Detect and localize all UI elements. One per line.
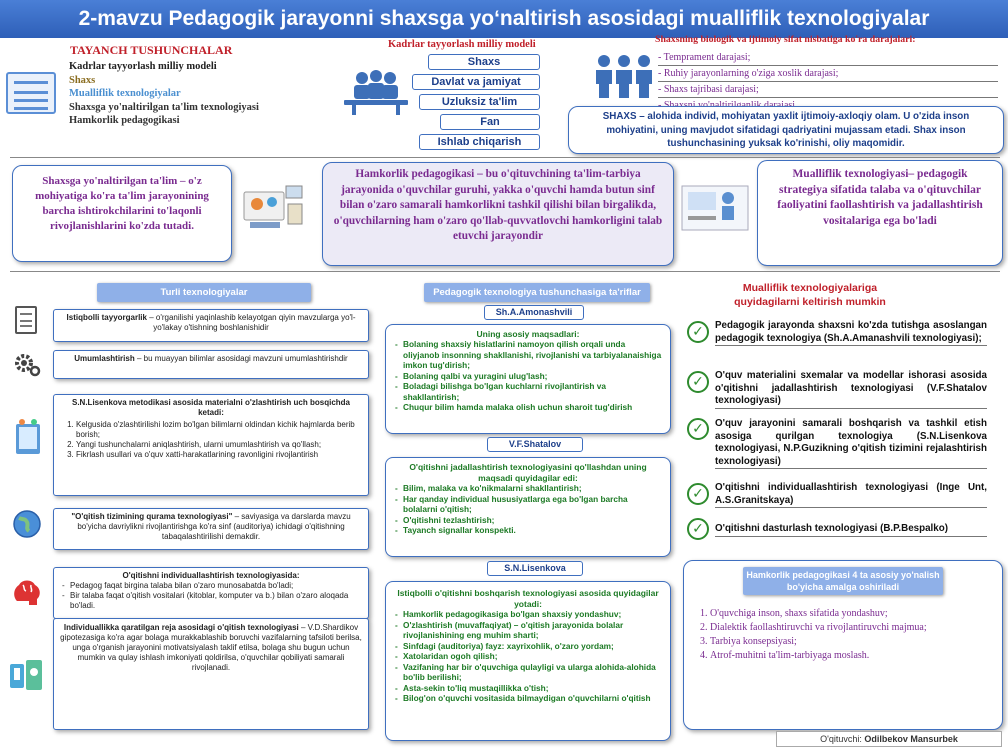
lisenkova-item-7: - Bilog'on o'quvchi vositasida bilmaydigan o'quvchilarni o'qitish bbox=[394, 693, 662, 704]
shatalov-box bbox=[385, 457, 671, 557]
mualliflik-item-1: Pedagogik jarayonda shaxsni ko'zda tutishga asoslangan pedagogik texnologiya (Sh.A.Amanashvili texnologiyasi); bbox=[715, 320, 987, 346]
footer-name: Odilbekov Mansurbek bbox=[864, 734, 958, 744]
umumlashtirish-text: – bu muayyan bilimlar asosidagi mavzuni umumlashtirishdir bbox=[134, 354, 348, 363]
shatalov-item-1: - Bilim, malaka va ko'nikmalarni shakllantirish; bbox=[394, 483, 662, 494]
lisenkova-item-5: - Vazifaning har bir o'quvchiga qulayligi va ularga alohida-alohida bo'lib berilishi; bbox=[394, 662, 662, 683]
divider-2 bbox=[10, 271, 1000, 272]
bio-heading: Shaxsning biologik va ijtimoiy sifat nisbatiga ko'ra darajalari: bbox=[655, 34, 916, 45]
amonashvili-item-3: - Boladagi bilishga bo'lgan kuchlarni rivojlantirish va shakllantirish; bbox=[394, 381, 662, 402]
mualliflik-item-2: O'quv materialini sxemalar va modellar ishorasi asosida o'qitishni jadallashtirish texnologiyasi (V.F.Shatalov texnologiyasi) bbox=[715, 370, 987, 409]
tayanch-list bbox=[69, 60, 269, 128]
bio-item-1: - Temprament darajasi; bbox=[658, 50, 998, 66]
lisenkova-item-6: - Asta-sekin to'liq mustaqillikka o'tish; bbox=[394, 683, 662, 694]
qurama-box bbox=[53, 508, 369, 550]
bio-item-3: - Shaxs tajribasi darajasi; bbox=[658, 82, 998, 98]
amonashvili-box bbox=[385, 324, 671, 434]
lisenkova-item-4: - Xatolaridan ogoh qilish; bbox=[394, 651, 662, 662]
individuallashtirish-heading: O'qitishni individuallashtirish texnologiyasida: bbox=[122, 571, 300, 580]
reja-text: – V.D.Shardikov gipotezasiga ko'ra agar bolaga murakkablashib boruvchi vazifalarning tafsiloti berilsa, unga o'rganish jarayonini motivatsiyalash taklif etilsa, bolaga shu bugun uchun mumkin va qulay ishlash imkoniyati qoldirilsa, o'quvchilar qobiliyati samarali rivojlanadi. bbox=[60, 623, 362, 672]
devices-icon bbox=[8, 658, 44, 694]
amonashvili-heading: Uning asosiy maqsadlari: bbox=[476, 329, 580, 339]
check-icon-5: ✓ bbox=[687, 518, 709, 540]
lisenkova-label: S.N.Lisenkova bbox=[487, 561, 583, 576]
yonalish-item-2: 2. Dialektik faollashtiruvchi va rivojlantiruvchi majmua; bbox=[710, 621, 994, 635]
shatalov-label: V.F.Shatalov bbox=[487, 437, 583, 452]
bio-item-2-text: Ruhiy jarayonlarning o'ziga xoslik darajasi; bbox=[663, 68, 839, 79]
model-item-davlat: Davlat va jamiyat bbox=[412, 74, 540, 90]
brain-icon bbox=[11, 575, 43, 609]
hamkorlik-yonalish-box bbox=[683, 560, 1003, 730]
bio-item-3-text: Shaxs tajribasi darajasi; bbox=[663, 84, 759, 95]
shatalov-item-2: - Har qanday individual hususiyatlarga ega bo'lgan barcha bolalarni o'qitish; bbox=[394, 494, 662, 515]
istiqbolli-box bbox=[53, 309, 369, 342]
shatalov-item-4: - Tayanch signallar konspekti. bbox=[394, 525, 662, 536]
istiqbolli-title: Istiqbolli tayyorgarlik bbox=[66, 313, 147, 322]
teamwork-icon bbox=[242, 182, 304, 232]
globe-icon bbox=[11, 508, 43, 540]
qurama-title: "O'qitish tizimining qurama texnologiyasi" bbox=[71, 512, 233, 521]
page-title: 2-mavzu Pedagogik jarayonni shaxsga yoʻnaltirish asosidagi mualliflik texnologiyalar bbox=[0, 0, 1008, 38]
tayanch-icon bbox=[6, 72, 56, 114]
lisenkova-step-2: 2. Yangi tushunchalarni aniqlashtirish, ularni umumlashtirish va qo'llash; bbox=[76, 440, 362, 450]
gear-icon bbox=[12, 349, 42, 379]
lisenkova-item-2: - O'zlashtirish (muvaffaqiyat) – o'qitish jarayonida bolalar rivojlanishining eng muhim sharti; bbox=[394, 620, 662, 641]
lisenkova-list bbox=[394, 609, 662, 704]
shaxsga-definition: Shaxsga yo'naltirilgan ta'lim – o'z mohiyatiga ko'ra ta'lim jarayonining barcha ishtirokchilarini to'laqonli rivojlanishlarini ko'zda tutadi. bbox=[12, 165, 232, 262]
bio-item-2: - Ruhiy jarayonlarning o'ziga xoslik darajasi; bbox=[658, 66, 998, 82]
individuallashtirish-item-1: - Pedagog faqat birgina talaba bilan o'zaro munosabatda bo'ladi; bbox=[60, 581, 362, 591]
hamkorlik-yonalish-heading: Hamkorlik pedagogikasi 4 ta asosiy yo'nalish bo'yicha amalga oshiriladi bbox=[743, 567, 943, 595]
check-icon-2: ✓ bbox=[687, 371, 709, 393]
model-item-uzluksiz: Uzluksiz ta'lim bbox=[419, 94, 540, 110]
tayanch-item-2: Shaxs bbox=[69, 74, 96, 86]
tablet-icon bbox=[12, 418, 44, 458]
divider-1 bbox=[10, 157, 1000, 158]
shatalov-item-3: - O'qitishni tezlashtirish; bbox=[394, 515, 662, 526]
lisenkova-item-1: - Hamkorlik pedagogikasiga bo'lgan shaxsiy yondashuv; bbox=[394, 609, 662, 620]
lisenkova-step-3: 3. Fikrlash usullari va o'quv xatti-harakatlarining ravonligini rivojlantirish bbox=[76, 450, 362, 460]
tayanch-item-5: Hamkorlik pedagogikasi bbox=[69, 115, 180, 126]
check-icon-3: ✓ bbox=[687, 418, 709, 440]
amonashvili-label: Sh.A.Amonashvili bbox=[484, 305, 584, 320]
people-meeting-icon bbox=[340, 70, 412, 116]
reja-title: Individuallikka qaratilgan reja asosidagi o'qitish texnologiyasi bbox=[63, 623, 299, 632]
mualliflik-item-4: O'qitishni individuallashtirish texnologiyasi (Inge Unt, A.S.Granitskaya) bbox=[715, 482, 987, 508]
tayanch-item-4: Shaxsga yo'naltirilgan ta'lim texnologiyasi bbox=[69, 101, 259, 113]
reja-box bbox=[53, 618, 369, 730]
people-group-icon bbox=[592, 54, 656, 98]
hamkorlik-definition: Hamkorlik pedagogikasi – bu o'qituvchining ta'lim-tarbiya jarayonida o'quvchilar guruhi, yakka o'quvchi hamda butun sinf bilan o'zaro samarali hamkorlikni tashkil qilishi bilan birgalikda, o'quvchilarning ham o'zaro qo'llab-quvvatlovchi hamkorligini talab etuvchi jarayondir bbox=[322, 162, 674, 266]
mualliflik-item-3: O'quv jarayonini samarali boshqarish va tashkil etish asosiga qurilgan texnologiya (S.N.Lisenkova texnologiyasi, N.P.Guzikning o'qitish tizimini rejalashtirish texnologiyasi) bbox=[715, 418, 987, 469]
shatalov-heading: O'qitishni jadallashtirish texnologiyasini qo'llashdan uning maqsadi quyidagilar edi: bbox=[409, 462, 647, 483]
umumlashtirish-title: Umumlashtirish bbox=[74, 354, 135, 363]
amonashvili-item-2: - Bolaning qalbi va yuragini ulug'lash; bbox=[394, 371, 662, 382]
footer-label: O'qituvchi: bbox=[820, 734, 865, 744]
mualliflik-definition: Mualliflik texnologiyasi– pedagogik strategiya sifatida talaba va o'qituvchilar faoliyatini faollashtirish va jadallashtirish vositalariga ega bo'ladi bbox=[757, 160, 1003, 266]
qurama-text: – saviyasiga va darslarda mavzu bo'yicha davriylikni rivojlantirishga ko'ra sinf (auditoriya) ichidagi o'qitishning tabaqalashtirilishi demakdir. bbox=[77, 512, 351, 541]
bio-item-1-text: Temprament darajasi; bbox=[663, 52, 751, 63]
yonalish-item-3: 3. Tarbiya konsepsiyasi; bbox=[710, 635, 994, 649]
mualliflik-item-5: O'qitishni dasturlash texnologiyasi (B.P.Bespalko) bbox=[715, 523, 987, 537]
lisenkova-box bbox=[385, 581, 671, 741]
individuallashtirish-list bbox=[60, 581, 362, 611]
amonashvili-item-4: - Chuqur bilim hamda malaka olish uchun sharoit tug'dirish bbox=[394, 402, 662, 413]
lisenkova-metodika-heading: S.N.Lisenkova metodikasi asosida materialni o'zlashtirish uch bosqichda ketadi: bbox=[72, 398, 350, 417]
lisenkova-item-3: - Sinfdagi (auditoriya) fayz: xayrixohlik, o'zaro yordam; bbox=[394, 641, 662, 652]
umumlashtirish-box bbox=[53, 350, 369, 379]
lisenkova-step-1: 1. Kelgusida o'zlashtirilishi lozim bo'lgan bilimlarni oldindan kichik hajmlarda berib borish; bbox=[76, 420, 362, 440]
model-item-ishlab: Ishlab chiqarish bbox=[419, 134, 540, 150]
turli-texnologiyalar-button[interactable]: Turli texnologiyalar bbox=[97, 283, 311, 302]
amonashvili-item-1: - Bolaning shaxsiy hislatlarini namoyon qilish orqali unda oliyjanob insonning shakllanishi, rivojlanishi va tarbiyalanaishiga imkon tug'dirish; bbox=[394, 339, 662, 371]
istiqbolli-text: – o'rganilishi yaqinlashib kelayotgan qiyin mavzularga yo'l-yo'lakay o'tishning boshlanishidir bbox=[146, 313, 356, 332]
document-icon bbox=[15, 306, 37, 334]
lisenkova-metodika-box bbox=[53, 394, 369, 496]
check-icon-1: ✓ bbox=[687, 321, 709, 343]
shatalov-list bbox=[394, 483, 662, 536]
footer-teacher bbox=[776, 731, 1002, 747]
classroom-icon bbox=[680, 184, 750, 232]
bio-list bbox=[658, 50, 998, 113]
lisenkova-heading: Istiqbolli o'qitishni boshqarish texnologiyasi asosida quyidagilar yotadi: bbox=[397, 588, 659, 609]
tayanch-item-1: Kadrlar tayyorlash milliy modeli bbox=[69, 61, 217, 72]
tayanch-heading: TAYANCH TUSHUNCHALAR bbox=[70, 43, 233, 57]
shaxs-definition: SHAXS – alohida individ, mohiyatan yaxlit ijtimoiy-axloqiy olam. U o'zida inson mohiyatini, uning mavjudot sifatidagi qadriyatini mujassam etadi. Shax inson tushunchasining yuksak ko'rinishi, oliy maqomidir. bbox=[568, 106, 1004, 154]
yonalish-item-4: 4. Atrof-muhitni ta'lim-tarbiyaga moslash. bbox=[710, 649, 994, 663]
individuallashtirish-box bbox=[53, 567, 369, 619]
tayanch-item-3: Mualliflik texnologiyalar bbox=[69, 88, 181, 99]
model-item-fan: Fan bbox=[440, 114, 540, 130]
model-heading: Kadrlar tayyorlash milliy modeli bbox=[388, 39, 536, 50]
individuallashtirish-item-2: - Bir talaba faqat o'qitish vositalari (kitoblar, komputer va b.) bilan o'zaro aloqada bo'ladi. bbox=[60, 591, 362, 611]
check-icon-4: ✓ bbox=[687, 483, 709, 505]
model-item-shaxs: Shaxs bbox=[428, 54, 540, 70]
amonashvili-list bbox=[394, 339, 662, 413]
mualliflik-list-heading: Mualliflik texnologiyalariga quyidagilarni keltirish mumkin bbox=[734, 282, 886, 308]
hamkorlik-yonalish-list bbox=[694, 607, 994, 663]
pedagogik-texnologiya-button[interactable]: Pedagogik texnologiya tushunchasiga ta'riflar bbox=[424, 283, 650, 302]
lisenkova-metodika-list bbox=[60, 420, 362, 460]
yonalish-item-1: 1. O'quvchiga inson, shaxs sifatida yondashuv; bbox=[710, 607, 994, 621]
